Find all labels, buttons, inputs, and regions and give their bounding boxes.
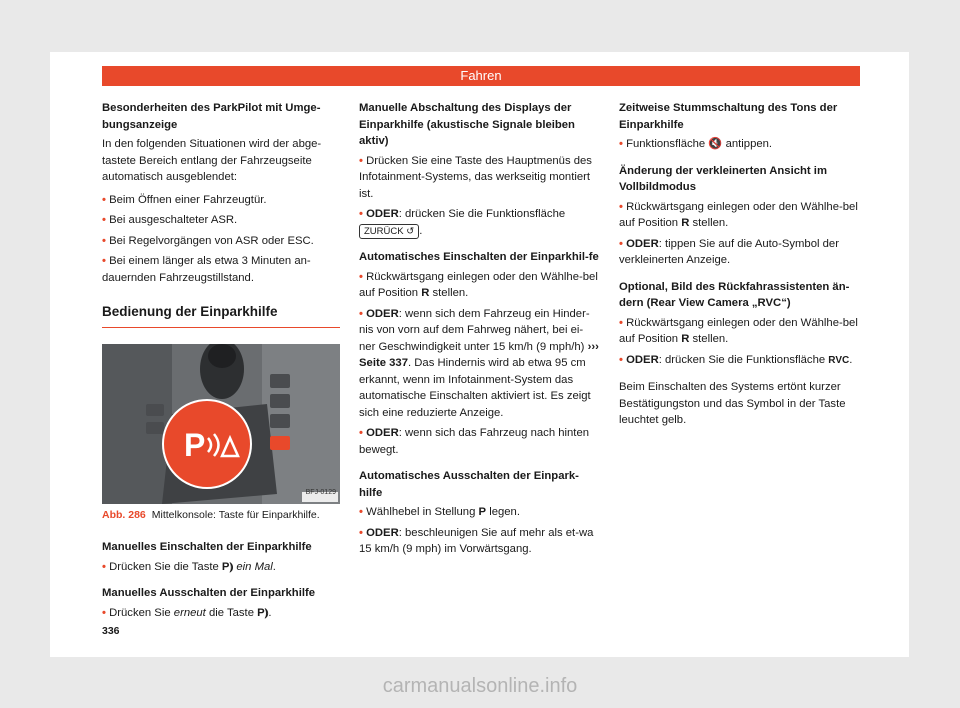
list-item: • ODER: beschleunigen Sie auf mehr als et-wa 15 km/h (9 mph) im Vorwärtsgang. xyxy=(359,526,594,555)
heading-view-change: Änderung der verkleinerten Ansicht im Vollbildmodus xyxy=(619,164,827,193)
list-item: • ODER: drücken Sie die Funktionsfläche ZURÜCK ↺ . xyxy=(359,208,566,237)
list-item: • Funktionsfläche 🔇 antippen. xyxy=(619,138,773,150)
figure-number: Abb. 286 xyxy=(102,508,146,521)
bullet-icon: • xyxy=(359,506,367,518)
list-item: • ODER: wenn sich dem Fahrzeug ein Hinder-nis von vorn auf dem Fahrweg nähert, bei ei-ner Geschwindigkeit unter 15 km/h (9 mph/h) ››› Seite 337. Das Hindernis wird ab etwa 95 cm erkannt, wenn im Infotainment-System das automatische Einschalten aktiviert ist. Es zeigt sich eine reduzierte Anzeige. xyxy=(359,307,599,419)
console-photo xyxy=(102,344,340,504)
park-assist-icon: P⦆ xyxy=(221,560,234,573)
bullet-icon: • xyxy=(102,560,110,573)
bullet-icon: • xyxy=(359,270,367,283)
heading-auto-off: Automatisches Ausschalten der Einpark-hilfe xyxy=(359,470,579,499)
bullet-icon: • xyxy=(619,316,627,329)
figure-caption xyxy=(102,507,342,524)
paragraph: Beim Einschalten des Systems ertönt kurzer Bestätigungston und das Symbol in der Taste leuchtet gelb. xyxy=(619,381,846,426)
list-item: • Drücken Sie eine Taste des Hauptmenüs des Infotainment-Systems, das werkseitig montiert ist. xyxy=(359,154,592,200)
manual-page xyxy=(50,52,909,657)
bullet-icon: • xyxy=(359,526,367,539)
bullet-icon: • xyxy=(359,154,367,167)
figure-code: BFJ-0129 xyxy=(305,489,336,496)
list-item: • Rückwärtsgang einlegen oder den Wählhe-bel auf Position R stellen. xyxy=(619,316,858,345)
heading-rvc: Optional, Bild des Rückfahrassistenten än-dern (Rear View Camera „RVC“) xyxy=(619,280,850,309)
bullet-icon: • xyxy=(619,138,627,150)
bullet-icon: • xyxy=(102,234,110,247)
bullet-icon: • xyxy=(359,427,367,439)
zurueck-button: ZURÜCK ↺ xyxy=(359,224,419,239)
heading-auto-on: Automatisches Einschalten der Einparkhil-fe xyxy=(359,251,599,263)
column-middle xyxy=(359,100,599,562)
chapter-header: Fahren xyxy=(102,66,860,86)
heading-manual-on: Manuelles Einschalten der Einparkhilfe xyxy=(102,541,312,553)
list-item: • Bei einem länger als etwa 3 Minuten an-dauernden Fahrzeugstillstand. xyxy=(102,255,311,284)
list-item: • Beim Öffnen einer Fahrzeugtür. xyxy=(102,193,267,206)
bullet-icon: • xyxy=(102,606,110,619)
heading-manual-off: Manuelles Ausschalten der Einparkhilfe xyxy=(102,587,316,599)
bullet-icon: • xyxy=(619,353,627,366)
bullet-icon: • xyxy=(619,200,627,213)
column-left xyxy=(102,100,342,625)
list-item: • Wählhebel in Stellung P legen. xyxy=(359,506,520,518)
list-item: • Rückwärtsgang einlegen oder den Wählhe-bel auf Position R stellen. xyxy=(359,270,598,299)
rvc-button-label: RVC xyxy=(828,354,850,366)
page-number: 336 xyxy=(102,625,120,637)
page-reference-link[interactable]: ››› Seite 337 xyxy=(359,340,599,369)
list-item: • Bei Regelvorgängen von ASR oder ESC. xyxy=(102,234,314,247)
bullet-icon: • xyxy=(102,193,110,206)
bullet-icon: • xyxy=(359,307,367,320)
mute-speaker-icon: 🔇 xyxy=(708,138,723,150)
heading-mute: Zeitweise Stummschaltung des Tons der Einparkhilfe xyxy=(619,102,838,131)
list-item: • Rückwärtsgang einlegen oder den Wählhe-bel auf Position R stellen. xyxy=(619,200,858,229)
list-item: • Drücken Sie die Taste P⦆ ein Mal. xyxy=(102,560,276,573)
svg-text:P: P xyxy=(184,426,206,463)
park-assist-icon: P⦆ xyxy=(257,606,269,619)
bullet-icon: • xyxy=(102,214,110,226)
watermark: carmanualsonline.info xyxy=(382,675,578,697)
undo-arrow-icon: ↺ xyxy=(406,225,415,237)
list-item: • ODER: tippen Sie auf die Auto-Symbol der verkleinerten Anzeige. xyxy=(619,237,839,266)
bullet-icon: • xyxy=(359,208,367,220)
column-right xyxy=(619,100,859,435)
console-illustration xyxy=(102,344,340,504)
bullet-icon: • xyxy=(619,237,627,250)
list-item: • Drücken Sie erneut die Taste P⦆. xyxy=(102,606,272,619)
list-item: • ODER: wenn sich das Fahrzeug nach hinten bewegt. xyxy=(359,427,590,456)
bullet-icon: • xyxy=(102,255,110,267)
list-item: • Bei ausgeschalteter ASR. xyxy=(102,214,238,226)
heading-display-off: Manuelle Abschaltung des Displays der Einparkhilfe (akustische Signale bleiben aktiv) xyxy=(359,102,575,147)
intro-text: In den folgenden Situationen wird der abge-tastete Bereich entlang der Fahrzeugseite automatisch ausgeblendet: xyxy=(102,138,322,183)
list-item: • ODER: drücken Sie die Funktionsfläche RVC. xyxy=(619,353,853,366)
heading-parkpilot-special: Besonderheiten des ParkPilot mit Umge-bungsanzeige xyxy=(102,102,321,131)
section-title: Bedienung der Einparkhilfe xyxy=(102,304,340,328)
figure-caption-text: Mittelkonsole: Taste für Einparkhilfe. xyxy=(151,508,320,521)
